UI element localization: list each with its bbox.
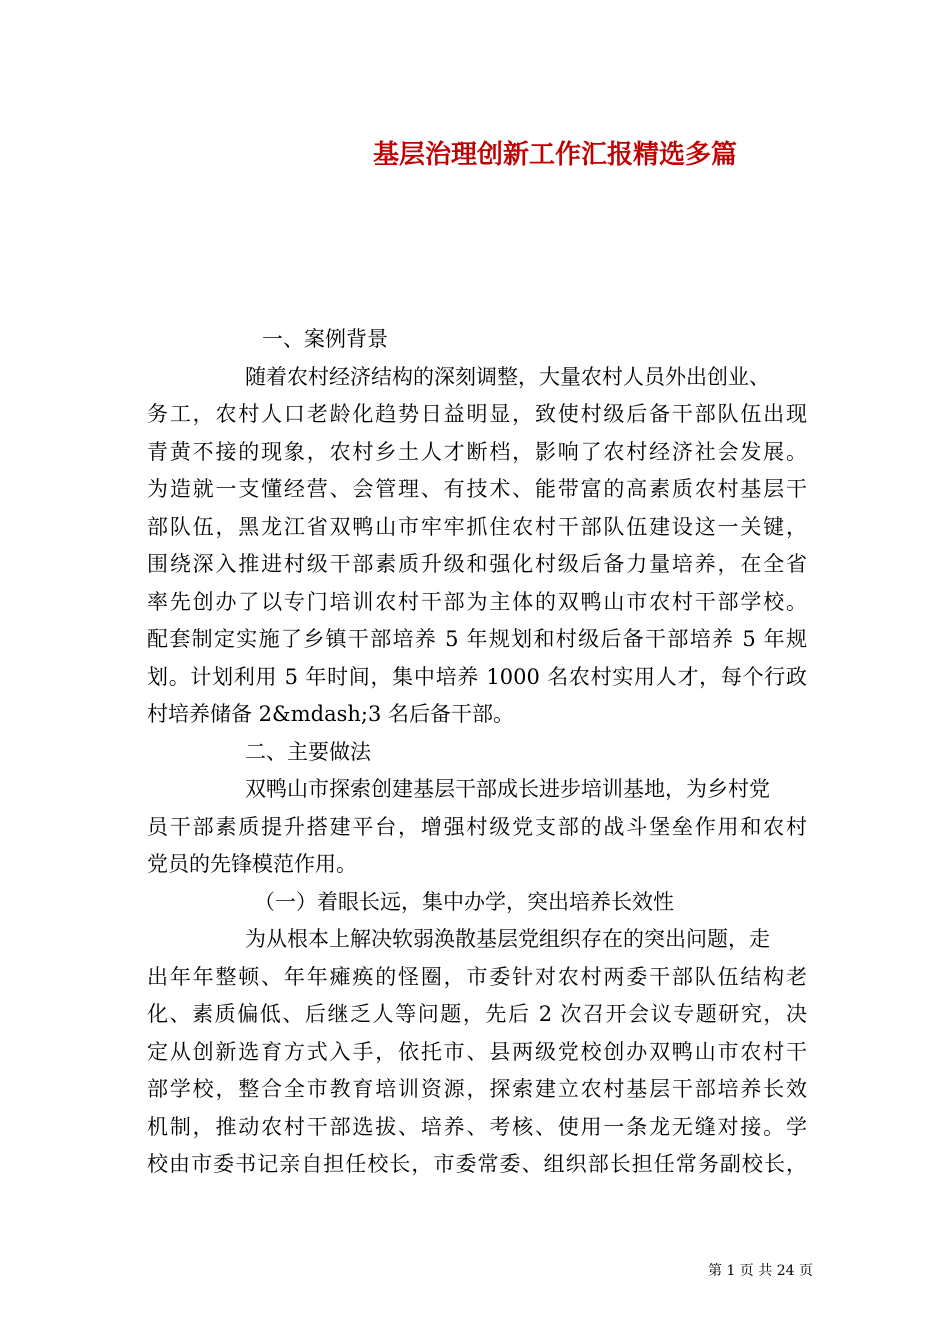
page-number-footer: 第 1 页 共 24 页 (708, 1263, 813, 1279)
paragraph-line: 双鸭山市探索创建基层干部成长进步培训基地，为乡村党 (245, 777, 770, 801)
paragraph-line: 随着农村经济结构的深刻调整，大量农村人员外出创业、 (245, 364, 770, 389)
paragraph-line: 围绕深入推进村级干部素质升级和强化村级后备力量培养，在全省 (147, 552, 807, 576)
paragraph-line: 校由市委书记亲自担任校长，市委常委、组织部长担任常务副校长， (147, 1152, 807, 1176)
section-heading: 二、主要做法 (245, 739, 371, 764)
paragraph-line: 出年年整顿、年年瘫痪的怪圈，市委针对农村两委干部队伍结构老 (147, 964, 807, 989)
document-body (147, 321, 807, 1184)
paragraph-line: 党员的先锋模范作用。 (147, 852, 357, 876)
paragraph-line: 青黄不接的现象，农村乡土人才断档，影响了农村经济社会发展。 (147, 439, 807, 464)
paragraph-line: 机制，推动农村干部选拔、培养、考核、使用一条龙无缝对接。学 (147, 1114, 807, 1139)
document-title: 基层治理创新工作汇报精选多篇 (373, 140, 738, 170)
paragraph-line: 部学校，整合全市教育培训资源，探索建立农村基层干部培养长效 (147, 1077, 807, 1101)
paragraph-line: 率先创办了以专门培训农村干部为主体的双鸭山市农村干部学校。 (147, 589, 807, 614)
paragraph-line: 为从根本上解决软弱涣散基层党组织存在的突出问题，走 (245, 927, 770, 951)
paragraph-line: 村培养储备 2&mdash;3 名后备干部。 (147, 702, 515, 726)
paragraph-line: 员干部素质提升搭建平台，增强村级党支部的战斗堡垒作用和农村 (147, 814, 807, 839)
paragraph-line: 划。计划利用 5 年时间，集中培养 1000 名农村实用人才，每个行政 (147, 664, 807, 689)
subsection-heading: （一）着眼长远，集中办学，突出培养长效性 (254, 889, 674, 914)
paragraph-line: 部队伍，黑龙江省双鸭山市牢牢抓住农村干部队伍建设这一关键， (147, 514, 807, 539)
section-heading: 一、案例背景 (262, 327, 388, 351)
paragraph-line: 为造就一支懂经营、会管理、有技术、能带富的高素质农村基层干 (147, 477, 807, 501)
paragraph-line: 务工，农村人口老龄化趋势日益明显，致使村级后备干部队伍出现 (147, 402, 807, 426)
paragraph-line: 化、素质偏低、后继乏人等问题，先后 2 次召开会议专题研究，决 (147, 1002, 807, 1026)
paragraph-line: 配套制定实施了乡镇干部培养 5 年规划和村级后备干部培养 5 年规 (147, 627, 807, 651)
paragraph-line: 定从创新选育方式入手，依托市、县两级党校创办双鸭山市农村干 (147, 1039, 807, 1064)
